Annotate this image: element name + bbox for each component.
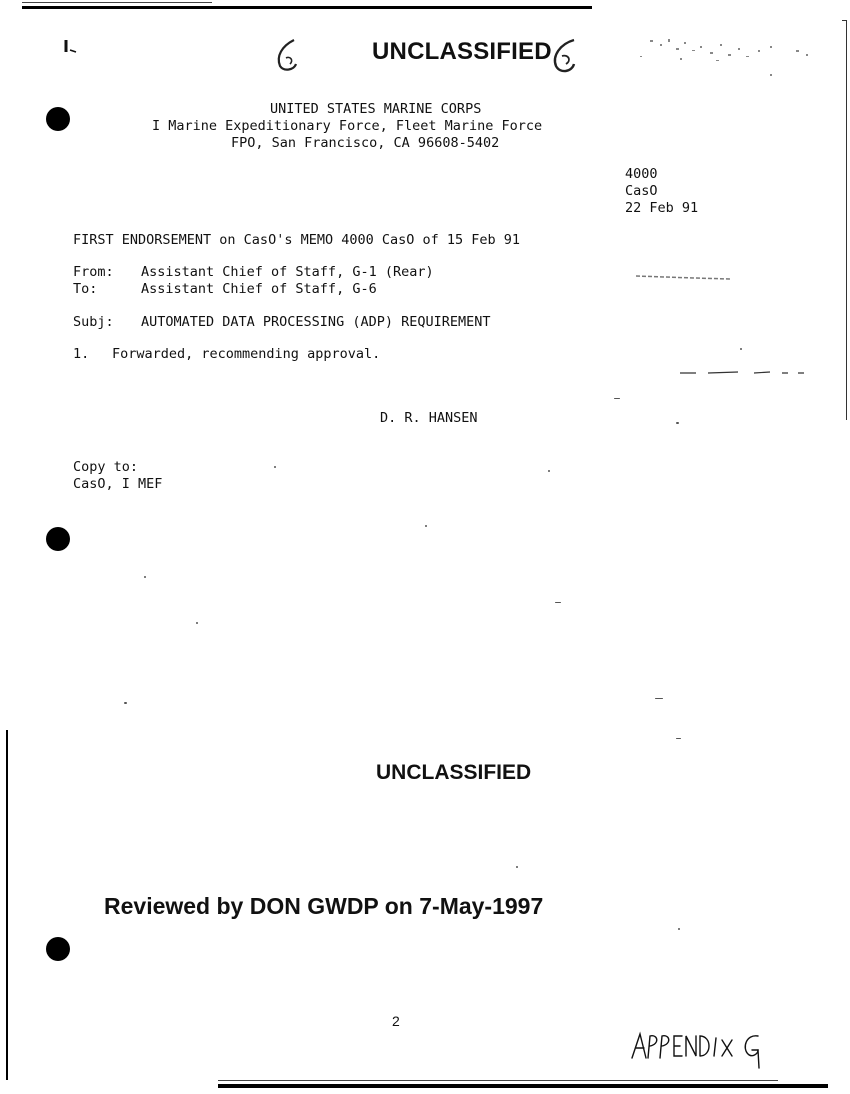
copy-to-value: CasO, I MEF [73, 476, 163, 492]
right-margin-tick [842, 20, 847, 21]
scan-speck [425, 525, 427, 527]
to-value: Assistant Chief of Staff, G-6 [141, 281, 377, 297]
subject-value: AUTOMATED DATA PROCESSING (ADP) REQUIREMENT [141, 314, 491, 330]
letterhead-line-3: FPO, San Francisco, CA 96608-5402 [231, 135, 500, 151]
scan-noise-dashes [678, 368, 808, 378]
scan-speck [548, 470, 550, 472]
review-stamp: Reviewed by DON GWDP on 7-May-1997 [104, 893, 544, 919]
copy-to-label: Copy to: [73, 459, 139, 475]
signature-name: D. R. HANSEN [380, 410, 478, 426]
scan-speck [274, 466, 276, 468]
to-label: To: [73, 281, 98, 297]
top-scan-rule [22, 6, 592, 9]
scan-speck [144, 576, 146, 578]
top-scan-rule-thin [22, 2, 212, 3]
scan-speck [614, 398, 620, 399]
scan-speck [676, 738, 681, 739]
scan-speck [196, 622, 198, 624]
scan-noise-smear [634, 272, 730, 282]
bottom-scan-rule [218, 1084, 828, 1088]
letterhead-line-2: I Marine Expeditionary Force, Fleet Marine Force [152, 118, 543, 134]
punch-hole-top [46, 107, 70, 131]
from-label: From: [73, 264, 114, 280]
scan-noise-smudge [620, 36, 820, 76]
page-number: 2 [392, 1013, 400, 1029]
bottom-scan-rule-thin [218, 1080, 778, 1081]
paragraph-1-number: 1. [73, 346, 90, 362]
punch-hole-middle [46, 527, 70, 551]
handwritten-appendix-note [628, 1028, 768, 1072]
stamp-glyph-right-icon [546, 36, 580, 76]
endorsement-line: FIRST ENDORSEMENT on CasO's MEMO 4000 CasO of 15 Feb 91 [73, 232, 521, 248]
left-margin-rule [6, 730, 8, 1080]
scan-speck [740, 348, 742, 350]
from-value: Assistant Chief of Staff, G-1 (Rear) [141, 264, 434, 280]
classification-bottom: UNCLASSIFIED [376, 761, 532, 784]
classification-top: UNCLASSIFIED [372, 38, 552, 65]
reference-ssic: 4000 [625, 166, 658, 182]
scan-speck [676, 422, 679, 424]
letterhead-line-1: UNITED STATES MARINE CORPS [270, 101, 482, 117]
scan-mark-icon [60, 38, 84, 58]
scan-speck [516, 866, 518, 868]
paragraph-1-text: Forwarded, recommending approval. [112, 346, 381, 362]
scan-speck [555, 602, 561, 603]
scan-speck [655, 698, 663, 699]
punch-hole-bottom [46, 937, 70, 961]
reference-date: 22 Feb 91 [625, 200, 699, 216]
right-margin-rule [846, 20, 847, 420]
scan-speck [124, 702, 127, 704]
reference-code: CasO [625, 183, 658, 199]
subject-label: Subj: [73, 314, 114, 330]
stamp-glyph-left-icon [272, 36, 304, 74]
scan-speck [678, 928, 680, 930]
